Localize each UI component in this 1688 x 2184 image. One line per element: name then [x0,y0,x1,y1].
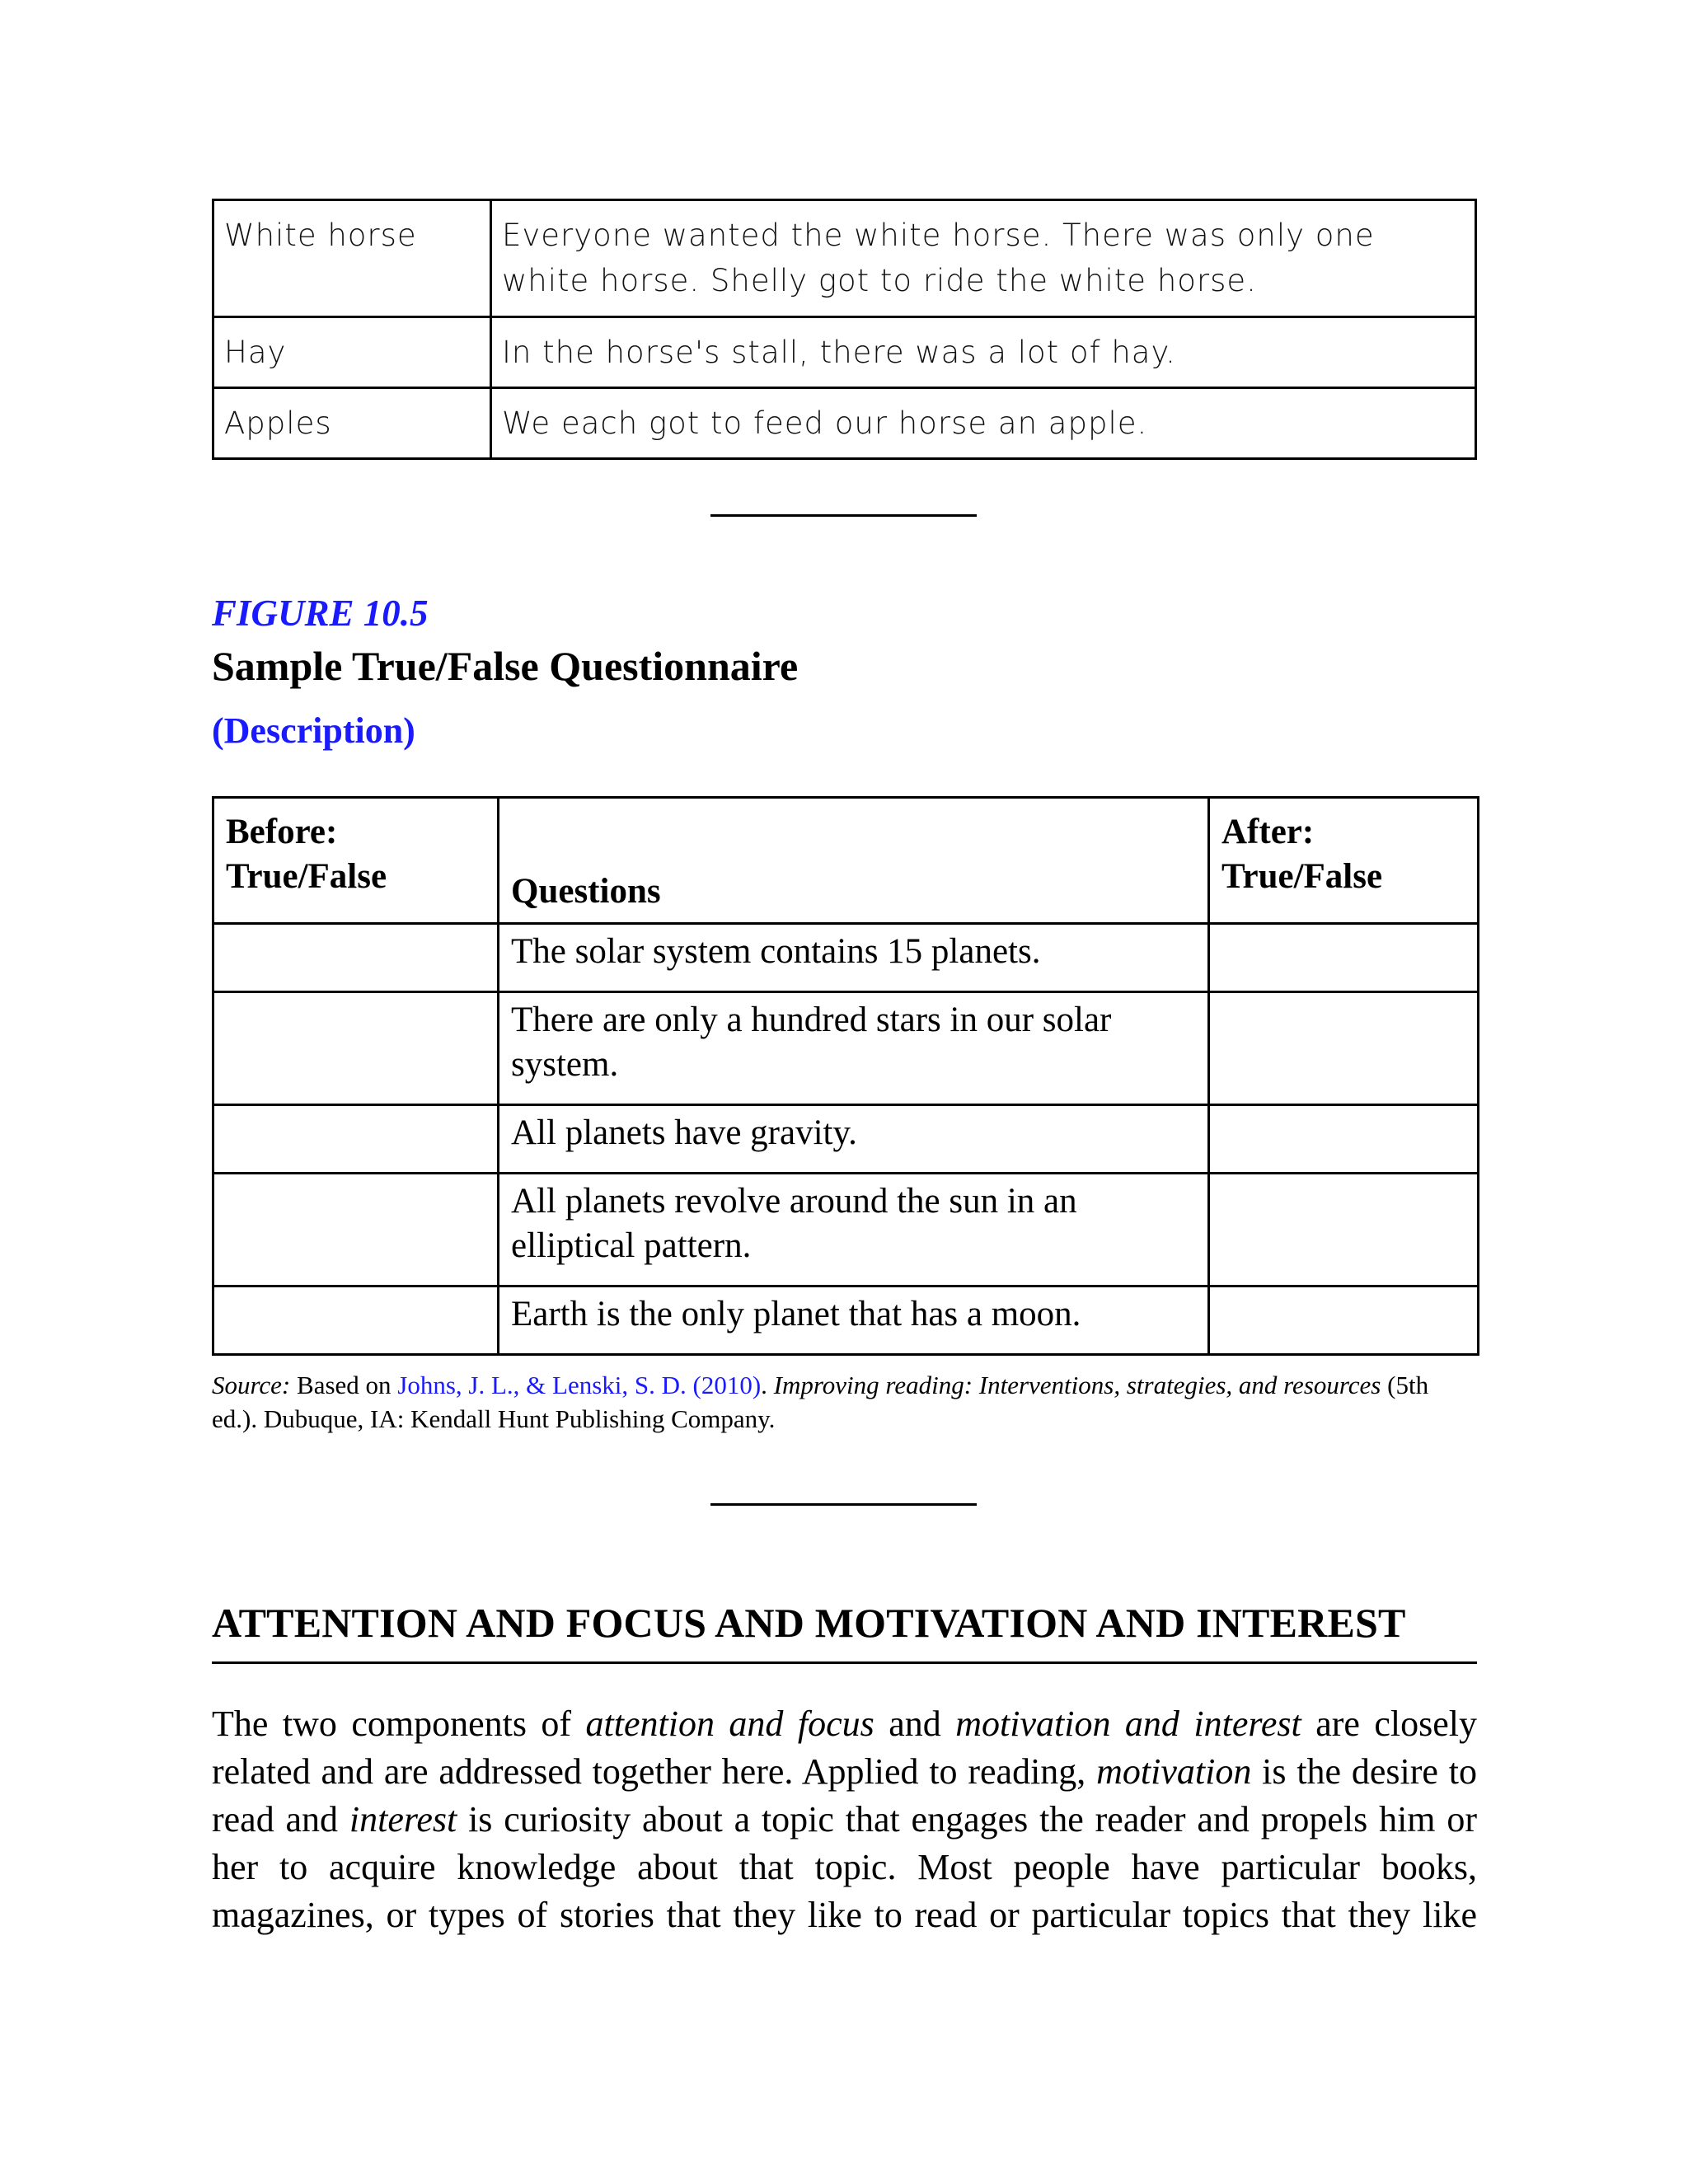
source-based-on: Based on [297,1371,392,1399]
table-row [213,992,1479,1105]
true-false-table [212,796,1479,1356]
before-header-line1: Before: [226,813,338,851]
paragraph-text: is the desire to read and [212,1751,1477,1840]
paragraph-emphasis: motivation [1096,1751,1252,1792]
after-answer-cell [1209,1174,1479,1286]
question-cell: There are only a hundred stars in our solar system. [499,992,1209,1105]
after-answer-cell [1209,1105,1479,1174]
before-answer-cell [213,1286,499,1355]
body-paragraph [212,1700,1477,1939]
separator-rule [710,514,977,517]
question-cell: The solar system contains 15 planets. [499,924,1209,992]
figure-label: FIGURE 10.5 [212,593,429,634]
before-answer-cell [213,992,499,1105]
after-answer-cell [1209,992,1479,1105]
citation-link[interactable]: Johns, J. L., & Lenski, S. D. (2010) [397,1371,762,1399]
table-row [213,317,1476,388]
before-header-line2: True/False [226,857,387,896]
book-title: Improving reading: Interventions, strategies, and resources [773,1371,1381,1399]
table-row [213,1286,1479,1355]
table-row [213,924,1479,992]
vocab-word: White horse [213,200,491,317]
vocab-word: Hay [213,317,491,388]
paragraph-text: The two components of [212,1704,586,1744]
paragraph-text: is curiosity about a topic that engages the reader and propels him or her to acquire knowledge about that topic. Most people have particular books, magazines, or types of stories that they like to read or particular topics that they like [212,1799,1477,1935]
after-header-line2: True/False [1221,857,1383,896]
paragraph-emphasis: motivation and interest [955,1704,1301,1744]
source-note [212,1368,1477,1436]
question-cell: All planets have gravity. [499,1105,1209,1174]
before-header [213,798,499,924]
paragraph-text: are closely related and are addressed together here. Applied to reading, [212,1704,1478,1792]
question-cell: Earth is the only planet that has a moon. [499,1286,1209,1355]
before-answer-cell [213,924,499,992]
table-row [213,1174,1479,1286]
vocabulary-table [212,199,1477,460]
vocab-sentence: Everyone wanted the white horse. There was only one white horse. Shelly got to ride the white horse. [491,200,1476,317]
before-answer-cell [213,1105,499,1174]
questions-header: Questions [499,798,1209,924]
after-answer-cell [1209,1286,1479,1355]
before-answer-cell [213,1174,499,1286]
citation-period: . [761,1371,767,1399]
vocab-word: Apples [213,388,491,459]
description-link[interactable]: (Description) [212,710,415,751]
table-row [213,388,1476,459]
after-header [1209,798,1479,924]
separator-rule [710,1503,977,1506]
after-header-line1: After: [1221,813,1315,851]
vocab-sentence: We each got to feed our horse an apple. [491,388,1476,459]
after-answer-cell [1209,924,1479,992]
vocab-sentence: In the horse's stall, there was a lot of hay. [491,317,1476,388]
question-cell: All planets revolve around the sun in an elliptical pattern. [499,1174,1209,1286]
source-label: Source: [212,1371,291,1399]
table-row [213,200,1476,317]
table-header-row [213,798,1479,924]
source-publisher: (5th ed.). Dubuque, IA: Kendall Hunt Publishing Company. [212,1371,1429,1433]
paragraph-text: and [874,1704,956,1744]
figure-title: Sample True/False Questionnaire [212,643,799,689]
paragraph-emphasis: interest [349,1799,457,1840]
table-row [213,1105,1479,1174]
section-heading: ATTENTION AND FOCUS AND MOTIVATION AND INTEREST [212,1599,1477,1664]
paragraph-emphasis: attention and focus [585,1704,874,1744]
